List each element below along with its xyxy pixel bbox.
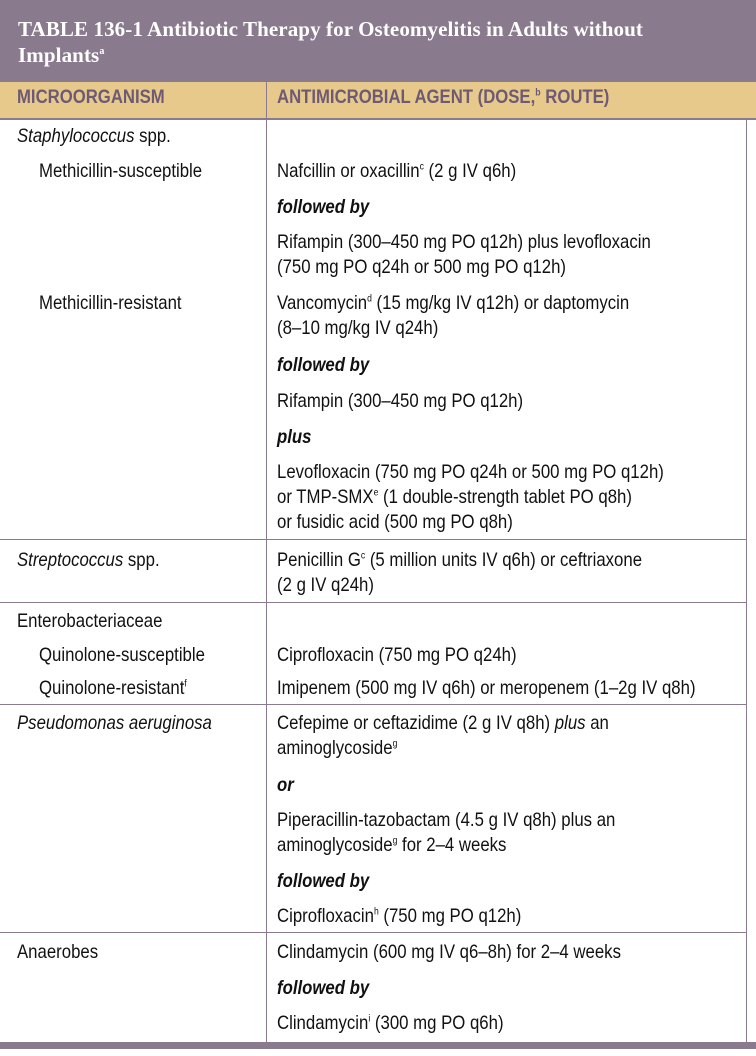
agent-penicillin-ceftriaxone: Penicillin $G^c$ (5 million units IV q6h) or ceftriaxone (2 g IV q24h)	[277, 549, 643, 596]
column-divider	[266, 82, 267, 1046]
followed-by-label: followed by	[277, 354, 370, 376]
followed-by-label: followed by	[277, 196, 370, 218]
agent-levofloxacin-tmpsmx-fusidic: Levofloxacin (750 mg PO q24h or 500 mg PO q12h) or TMP-SMX$^e$ (1 double-strength tablet PO q8h) or fusidic acid (500 mg PO q8h)	[277, 461, 664, 533]
organism-streptococcus: Streptococcus spp.	[17, 549, 160, 571]
organism-quinolone-susceptible: Quinolone-susceptible	[39, 644, 205, 666]
agent-piperacillin-tazobactam: Piperacillin-tazobactam (4.5 g IV q8h) plus an aminoglycoside$^g$ for 2–4 weeks	[277, 809, 616, 856]
organism-staph-methicillin-susceptible: Methicillin-susceptible	[39, 160, 203, 182]
followed-by-label: followed by	[277, 870, 370, 892]
agent-cefepime-ceftazidime: Cefepime or ceftazidime (2 g IV q8h) plus an aminoglycoside$^g$	[277, 712, 609, 759]
followed-by-label: followed by	[277, 977, 370, 999]
agent-clindamycin-oral: Clindamycin$^i$ (300 mg PO q6h)	[277, 1012, 504, 1034]
title-footnote-marker: a	[99, 46, 105, 57]
column-header-antimicrobial-agent: ANTIMICROBIAL AGENT (DOSE,$^b$ ROUTE)	[277, 87, 610, 108]
organism-staph-methicillin-resistant: Methicillin-resistant	[39, 292, 182, 314]
table-title-line1: TABLE 136-1 Antibiotic Therapy for Osteomyelitis in Adults without	[18, 17, 643, 41]
agent-imipenem-meropenem: Imipenem (500 mg IV q6h) or meropenem (1–2g IV q8h)	[277, 677, 696, 699]
row-divider	[0, 602, 746, 603]
organism-enterobacteriaceae: Enterobacteriaceae	[17, 610, 163, 632]
or-label: or	[277, 774, 294, 796]
row-divider	[0, 704, 746, 705]
table-bottom-border	[0, 1042, 756, 1049]
agent-nafcillin-oxacillin: Nafcillin or oxacillin$^c$ (2 g IV q6h)	[277, 160, 517, 182]
agent-rifampin: Rifampin (300–450 mg PO q12h)	[277, 390, 524, 412]
organism-staphylococcus: Staphylococcus spp.	[17, 125, 171, 147]
row-divider	[0, 539, 746, 540]
organism-quinolone-resistant: Quinolone-resistant$^f$	[39, 677, 187, 699]
agent-ciprofloxacin-oral: Ciprofloxacin$^h$ (750 mg PO q12h)	[277, 905, 522, 927]
agent-clindamycin-iv: Clindamycin (600 mg IV q6–8h) for 2–4 weeks	[277, 941, 621, 963]
row-divider	[0, 932, 746, 933]
plus-label: plus	[277, 426, 312, 448]
organism-pseudomonas: Pseudomonas aeruginosa	[17, 712, 212, 734]
agent-vancomycin-daptomycin: Vancomycin$^d$ (15 mg/kg IV q12h) or daptomycin (8–10 mg/kg IV q24h)	[277, 292, 630, 339]
table-header	[0, 82, 756, 120]
table-title	[0, 0, 756, 82]
column-header-microorganism: MICROORGANISM	[17, 87, 165, 108]
organism-anaerobes: Anaerobes	[17, 941, 99, 963]
agent-rifampin-levofloxacin: Rifampin (300–450 mg PO q12h) plus levofloxacin (750 mg PO q24h or 500 mg PO q12h)	[277, 231, 651, 278]
table-right-border	[746, 120, 747, 1046]
agent-ciprofloxacin: Ciprofloxacin (750 mg PO q24h)	[277, 644, 517, 666]
table-title-line2: Implants$^a$	[18, 43, 105, 67]
